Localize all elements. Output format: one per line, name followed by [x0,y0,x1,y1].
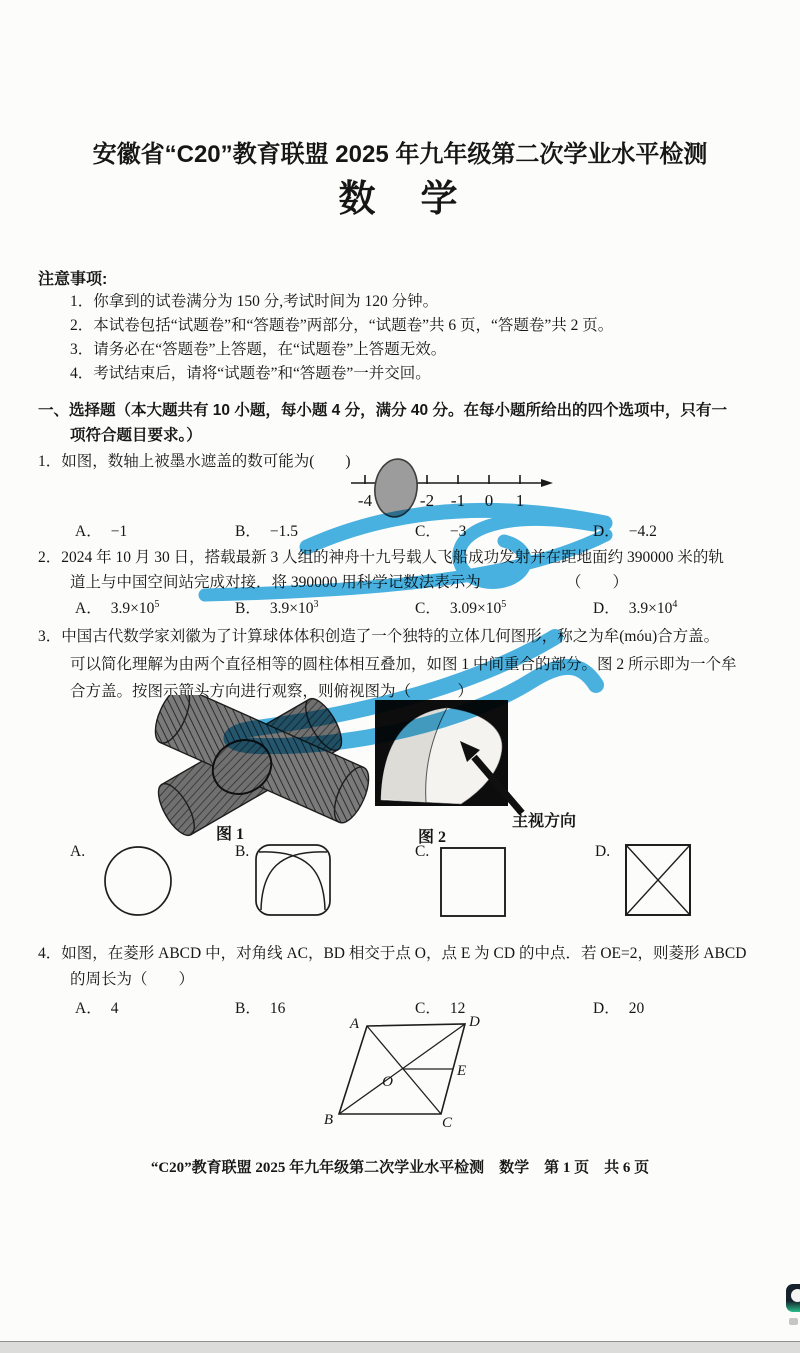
scan-edge-strip [0,1341,800,1353]
q2-option-c: C． $3.09\times 10^5$ [415,598,507,617]
photo-figure [375,700,508,806]
q3-option-a-shape [103,845,173,917]
section-heading-line2: 项符合题目要求。） [70,427,202,444]
notice-heading: 注意事项: [38,271,108,288]
watermark-app-icon-glyph [791,1289,800,1302]
vertex-label-o: O [382,1074,393,1090]
q3-option-d-label: D. [595,843,611,860]
q3-text-line1: 3．中国古代数学家刘徽为了计算球体体积创造了一个独特的立体几何图形，称之为牟(móu)合方盖。 [38,628,720,645]
q1-option-a: A． −1 [75,523,128,540]
q1-text: 1．如图，数轴上被墨水遮盖的数可能为( ) [38,453,351,470]
q2-option-a: A． $3.9\times 10^5$ [75,598,160,617]
number-line-figure [343,450,558,520]
watermark-caption [789,1318,798,1325]
view-direction-label: 主视方向 [512,813,577,830]
q1-options [0,519,800,543]
notice-item-4: 4．考试结束后，请将“试题卷”和“答题卷”一并交回。 [70,365,431,382]
tick-label: 0 [484,491,494,510]
q3-text-line2: 可以简化理解为由两个直径相等的圆柱体相互叠加，如图 1 中间重合的部分。图 2 所示即为一个牟 [70,656,737,673]
notice-item-2: 2．本试卷包括“试题卷”和“答题卷”两部分，“试题卷”共 6 页，“答题卷”共 2 页。 [70,317,614,334]
tick-label: 1 [515,491,525,510]
q3-option-c-shape [438,845,508,919]
ink-blot [372,457,421,520]
exam-subject: 数 学 [338,178,462,219]
tick-label: -1 [450,491,466,510]
q3-option-a-label: A. [70,843,86,860]
q4-option-a: A． 4 [75,1000,119,1017]
watermark-app-icon [786,1284,800,1312]
q4-option-b: B． 16 [235,1000,286,1017]
q3-option-d-shape [623,842,693,918]
vertex-label-b: B [323,1112,333,1128]
q2-option-b: B． $3.9\times 10^3$ [235,598,319,617]
vertex-label-a: A [349,1016,359,1032]
vertex-label-d: D [469,1014,480,1030]
q3-text-line3: 合方盖。按图示箭头方向进行观察，则俯视图为（ ） [70,683,474,700]
vertex-label-c: C [442,1115,453,1130]
q4-option-d: D． 20 [593,1000,645,1017]
q2-option-d: D． $3.9\times 10^4$ [593,598,678,617]
notice-item-1: 1．你拿到的试卷满分为 150 分,考试时间为 120 分钟。 [70,293,439,310]
q1-option-c: C． −3 [415,523,467,540]
page-footer: “C20”教育联盟 2025 年九年级第二次学业水平检测 数学 第 1 页 共 6 页 [150,1160,650,1176]
q2-text-line1: 2．2024 年 10 月 30 日，搭载最新 3 人组的神舟十九号载人飞船成功发射并在距地面约 390000 米的轨 [38,549,724,566]
q4-option-c: C． 12 [415,1000,466,1017]
q1-option-b: B． −1.5 [235,523,298,540]
tick-label: -4 [357,491,373,510]
q3-option-b-shape [253,842,333,918]
section-heading-line1: 一、选择题（本大题共有 10 小题，每小题 4 分，满分 40 分。在每小题所给出的四个选项中，只有一 [38,402,727,419]
fig1-label: 图 1 [216,826,245,843]
q3-option-b-label: B. [235,843,250,860]
q3-option-c-label: C. [415,843,430,860]
fig2-label: 图 2 [418,829,447,846]
notice-item-3: 3．请务必在“答题卷”上答题，在“试题卷”上答题无效。 [70,341,447,358]
vertex-label-e: E [457,1063,467,1079]
exam-title: 安徽省“C20”教育联盟 2025 年九年级第二次学业水平检测 [92,141,708,168]
tick-label: -2 [419,491,435,510]
q2-options [0,596,800,620]
rhombus-figure [315,1012,490,1130]
q2-text-line2: 道上与中国空间站完成对接．将 390000 用科学记数法表示为 （ ） [70,574,629,591]
q4-text-line1: 4．如图，在菱形 ABCD 中，对角线 AC，BD 相交于点 O，点 E 为 CD 的中点．若 OE=2，则菱形 ABCD [38,945,747,962]
q4-text-line2: 的周长为（ ） [70,971,195,988]
q1-option-d: D． −4.2 [593,523,657,540]
axis-arrow-icon [541,479,553,487]
